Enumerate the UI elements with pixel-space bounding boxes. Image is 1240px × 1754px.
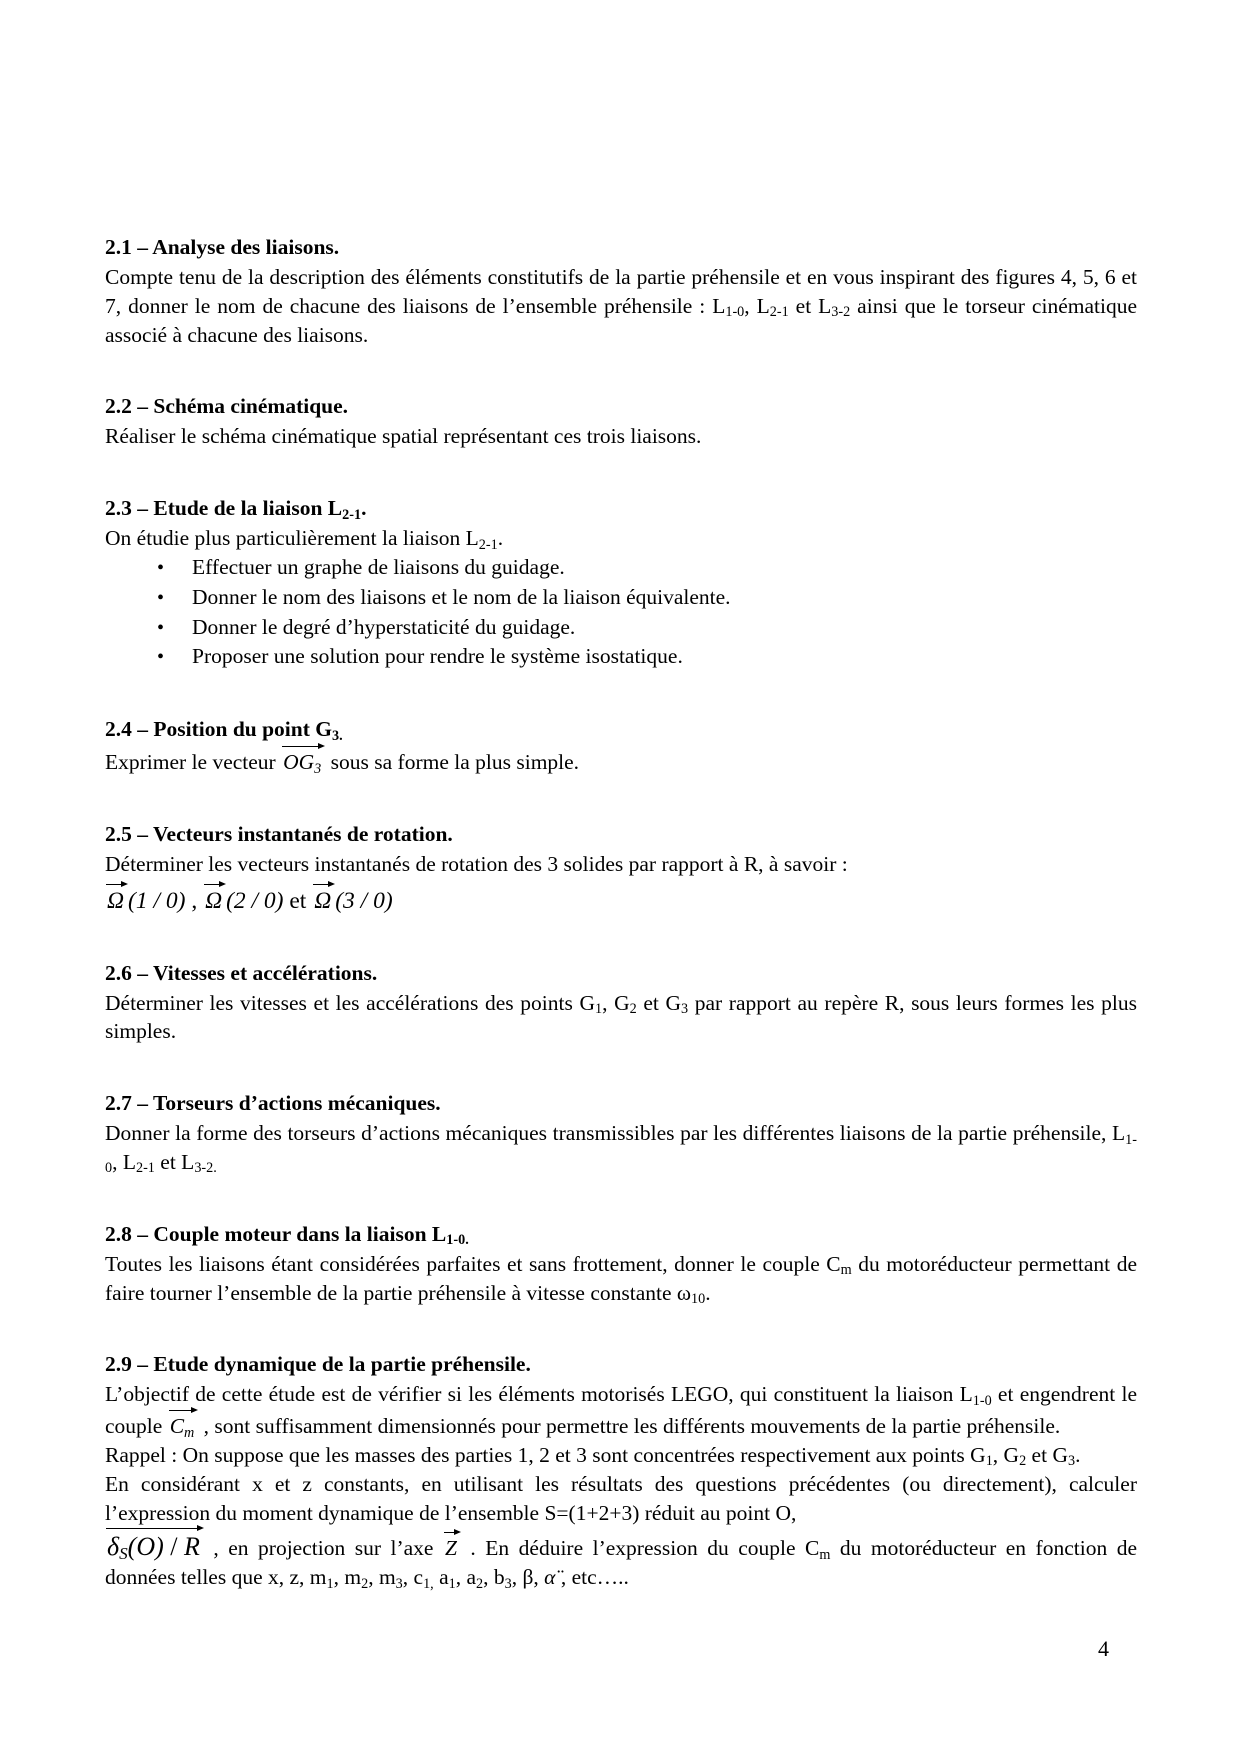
bullet-icon: •: [157, 556, 165, 579]
text-segment: 1: [448, 1575, 456, 1592]
bullet-icon: •: [157, 646, 165, 669]
text-segment: 1-0: [105, 1131, 1137, 1177]
text-segment: S: [119, 1544, 128, 1564]
section-heading: 2.2 – Schéma cinématique.: [105, 394, 349, 419]
text-segment: C: [169, 1414, 185, 1439]
text-segment: 2: [629, 1000, 637, 1017]
vector-overline: [312, 883, 335, 914]
text-segment: (O): [127, 1532, 164, 1562]
text-segment: R: [184, 1532, 200, 1562]
paragraph: δS(O) / R , en projection sur l’axe Z . En déduire l’expression du couple Cm du motoréducteur en fonction de données telles que x, z, m1, m2, m3, c1, a1, a2, b3, β, α̈ , etc…..: [105, 1527, 1137, 1592]
text-segment: m: [819, 1546, 831, 1563]
text-segment: 1: [985, 1453, 993, 1470]
text-segment: 2-1: [135, 1160, 155, 1177]
paragraph: Réaliser le schéma cinématique spatial représentant ces trois liaisons.: [105, 424, 702, 449]
text-segment: Ω: [314, 887, 332, 914]
text-segment: 2-1: [478, 536, 498, 553]
text-segment: m: [184, 1424, 195, 1441]
text-segment: 2: [476, 1575, 484, 1592]
bullet-item: [105, 613, 1137, 643]
bullet-item: [105, 583, 1137, 613]
text-segment: 10: [691, 1290, 706, 1307]
text-segment: 1,: [423, 1575, 434, 1592]
bullet-text: Effectuer un graphe de liaisons du guidage.: [192, 554, 565, 579]
text-segment: 3: [1067, 1453, 1076, 1470]
section-2-1: [105, 234, 1137, 349]
vector-overline: [105, 883, 128, 914]
text-segment: 1-0.: [446, 1232, 469, 1249]
text-segment: 1-0: [725, 304, 745, 321]
section-heading: 2.5 – Vecteurs instantanés de rotation.: [105, 821, 453, 846]
vector-overline: [443, 1531, 461, 1560]
bullet-icon: •: [157, 616, 165, 639]
text-segment: Z: [444, 1536, 457, 1561]
section-2-7: [105, 1090, 1137, 1177]
text-segment: 1: [326, 1575, 334, 1592]
paragraph: Déterminer les vitesses et les accélérations des points G1, G2 et G3 par rapport au repère R, sous leurs formes les plus simples.: [105, 990, 1138, 1044]
paragraph: Déterminer les vecteurs instantanés de rotation des 3 solides par rapport à R, à savoir :: [105, 851, 848, 876]
paragraph: Toutes les liaisons étant considérées parfaites et sans frottement, donner le couple Cm du motoréducteur permettant de faire tourner l’ensemble de la partie préhensile à vitesse constante ω10.: [105, 1251, 1138, 1307]
section-2-8: [105, 1221, 1137, 1308]
text-segment: 3: [504, 1575, 512, 1592]
text-segment: 3: [395, 1575, 403, 1592]
text-segment: 2: [361, 1575, 369, 1592]
text-segment: (2 / 0): [226, 887, 284, 914]
text-segment: 2-1: [769, 304, 789, 321]
text-segment: 3-2: [831, 304, 851, 321]
paragraph: En considérant x et z constants, en utilisant les résultats des questions précédentes (ou directement), calculer l’expression du moment dynamique de l’ensemble S=(1+2+3) réduit au point O,: [105, 1471, 1137, 1525]
bullet-text: Proposer une solution pour rendre le système isostatique.: [192, 644, 683, 669]
bullet-list: [105, 553, 1137, 672]
text-segment: 3.: [332, 727, 343, 744]
vector-overline: [281, 745, 325, 777]
bullet-item: [105, 642, 1137, 672]
text-segment: δ: [107, 1532, 120, 1562]
section-2-2: [105, 393, 1137, 451]
text-segment: α̈: [544, 1565, 556, 1590]
section-heading: 2.9 – Etude dynamique de la partie préhensile.: [105, 1352, 531, 1377]
paragraph: Rappel : On suppose que les masses des parties 1, 2 et 3 sont concentrées respectivement aux points G1, G2 et G3.: [105, 1442, 1081, 1470]
section-2-6: [105, 960, 1137, 1047]
text-segment: Ω: [205, 887, 223, 914]
text-segment: (3 / 0): [335, 887, 393, 914]
text-segment: 1: [594, 1000, 603, 1017]
bullet-text: Donner le nom des liaisons et le nom de la liaison équivalente.: [192, 584, 731, 609]
text-segment: 3: [314, 760, 322, 777]
section-2-4: [105, 716, 1137, 777]
section-2-5: [105, 821, 1137, 916]
section-heading: 2.4 – Position du point G3.: [105, 717, 343, 744]
page-number: 4: [1098, 1636, 1109, 1661]
section-heading: 2.7 – Torseurs d’actions mécaniques.: [105, 1091, 441, 1116]
bullet-item: [105, 553, 1137, 583]
text-segment: 3-2.: [194, 1160, 217, 1177]
section-2-9: [105, 1351, 1137, 1592]
vector-overline: δS(O) / R: [105, 1527, 204, 1560]
vector-overline: [203, 883, 226, 914]
text-segment: Ω: [107, 887, 124, 914]
bullet-icon: •: [157, 586, 165, 609]
section-heading: 2.1 – Analyse des liaisons.: [105, 235, 340, 259]
section-2-3: [105, 495, 1137, 672]
text-segment: 1-0: [972, 1392, 992, 1409]
paragraph: On étudie plus particulièrement la liaison L2-1.: [105, 526, 504, 553]
section-heading: 2.6 – Vitesses et accélérations.: [105, 960, 378, 985]
paragraph: Ω (1 / 0) , Ω (2 / 0) et Ω (3 / 0): [105, 879, 1137, 916]
paragraph: Compte tenu de la description des éléments constitutifs de la partie préhensile et en vous inspirant des figures 4, 5, 6 et 7, donner le nom de chacune des liaisons de l’ensemble préhensile : L1-0, L2-1 et L3-2 ainsi que le torseur cinématique associé à chacune des liaisons.: [105, 265, 1137, 347]
paragraph: Donner la forme des torseurs d’actions mécaniques transmissibles par les différentes liaisons de la partie préhensile, L1-0, L2-1 et L3-2.: [105, 1121, 1137, 1177]
text-segment: OG: [283, 750, 315, 775]
section-heading: 2.8 – Couple moteur dans la liaison L1-0.: [105, 1221, 469, 1249]
section-heading: 2.3 – Etude de la liaison L2-1.: [105, 496, 367, 523]
vector-overline: [168, 1409, 199, 1441]
paragraph: Exprimer le vecteur OG3 sous sa forme la plus simple.: [105, 745, 1137, 777]
paragraph: L’objectif de cette étude est de vérifier si les éléments motorisés LEGO, qui constituent la liaison L1-0 et engendrent le couple Cm , sont suffisamment dimensionnés pour permettre les différents mouvements de la partie préhensile.: [105, 1382, 1137, 1441]
sections: [105, 234, 1137, 1592]
text-segment: 2-1: [342, 506, 362, 523]
text-segment: 3: [681, 1000, 689, 1017]
bullet-text: Donner le degré d’hyperstaticité du guidage.: [192, 614, 576, 639]
text-segment: 2: [1019, 1453, 1027, 1470]
text-segment: m: [840, 1262, 852, 1279]
text-segment: (1 / 0): [128, 887, 186, 914]
